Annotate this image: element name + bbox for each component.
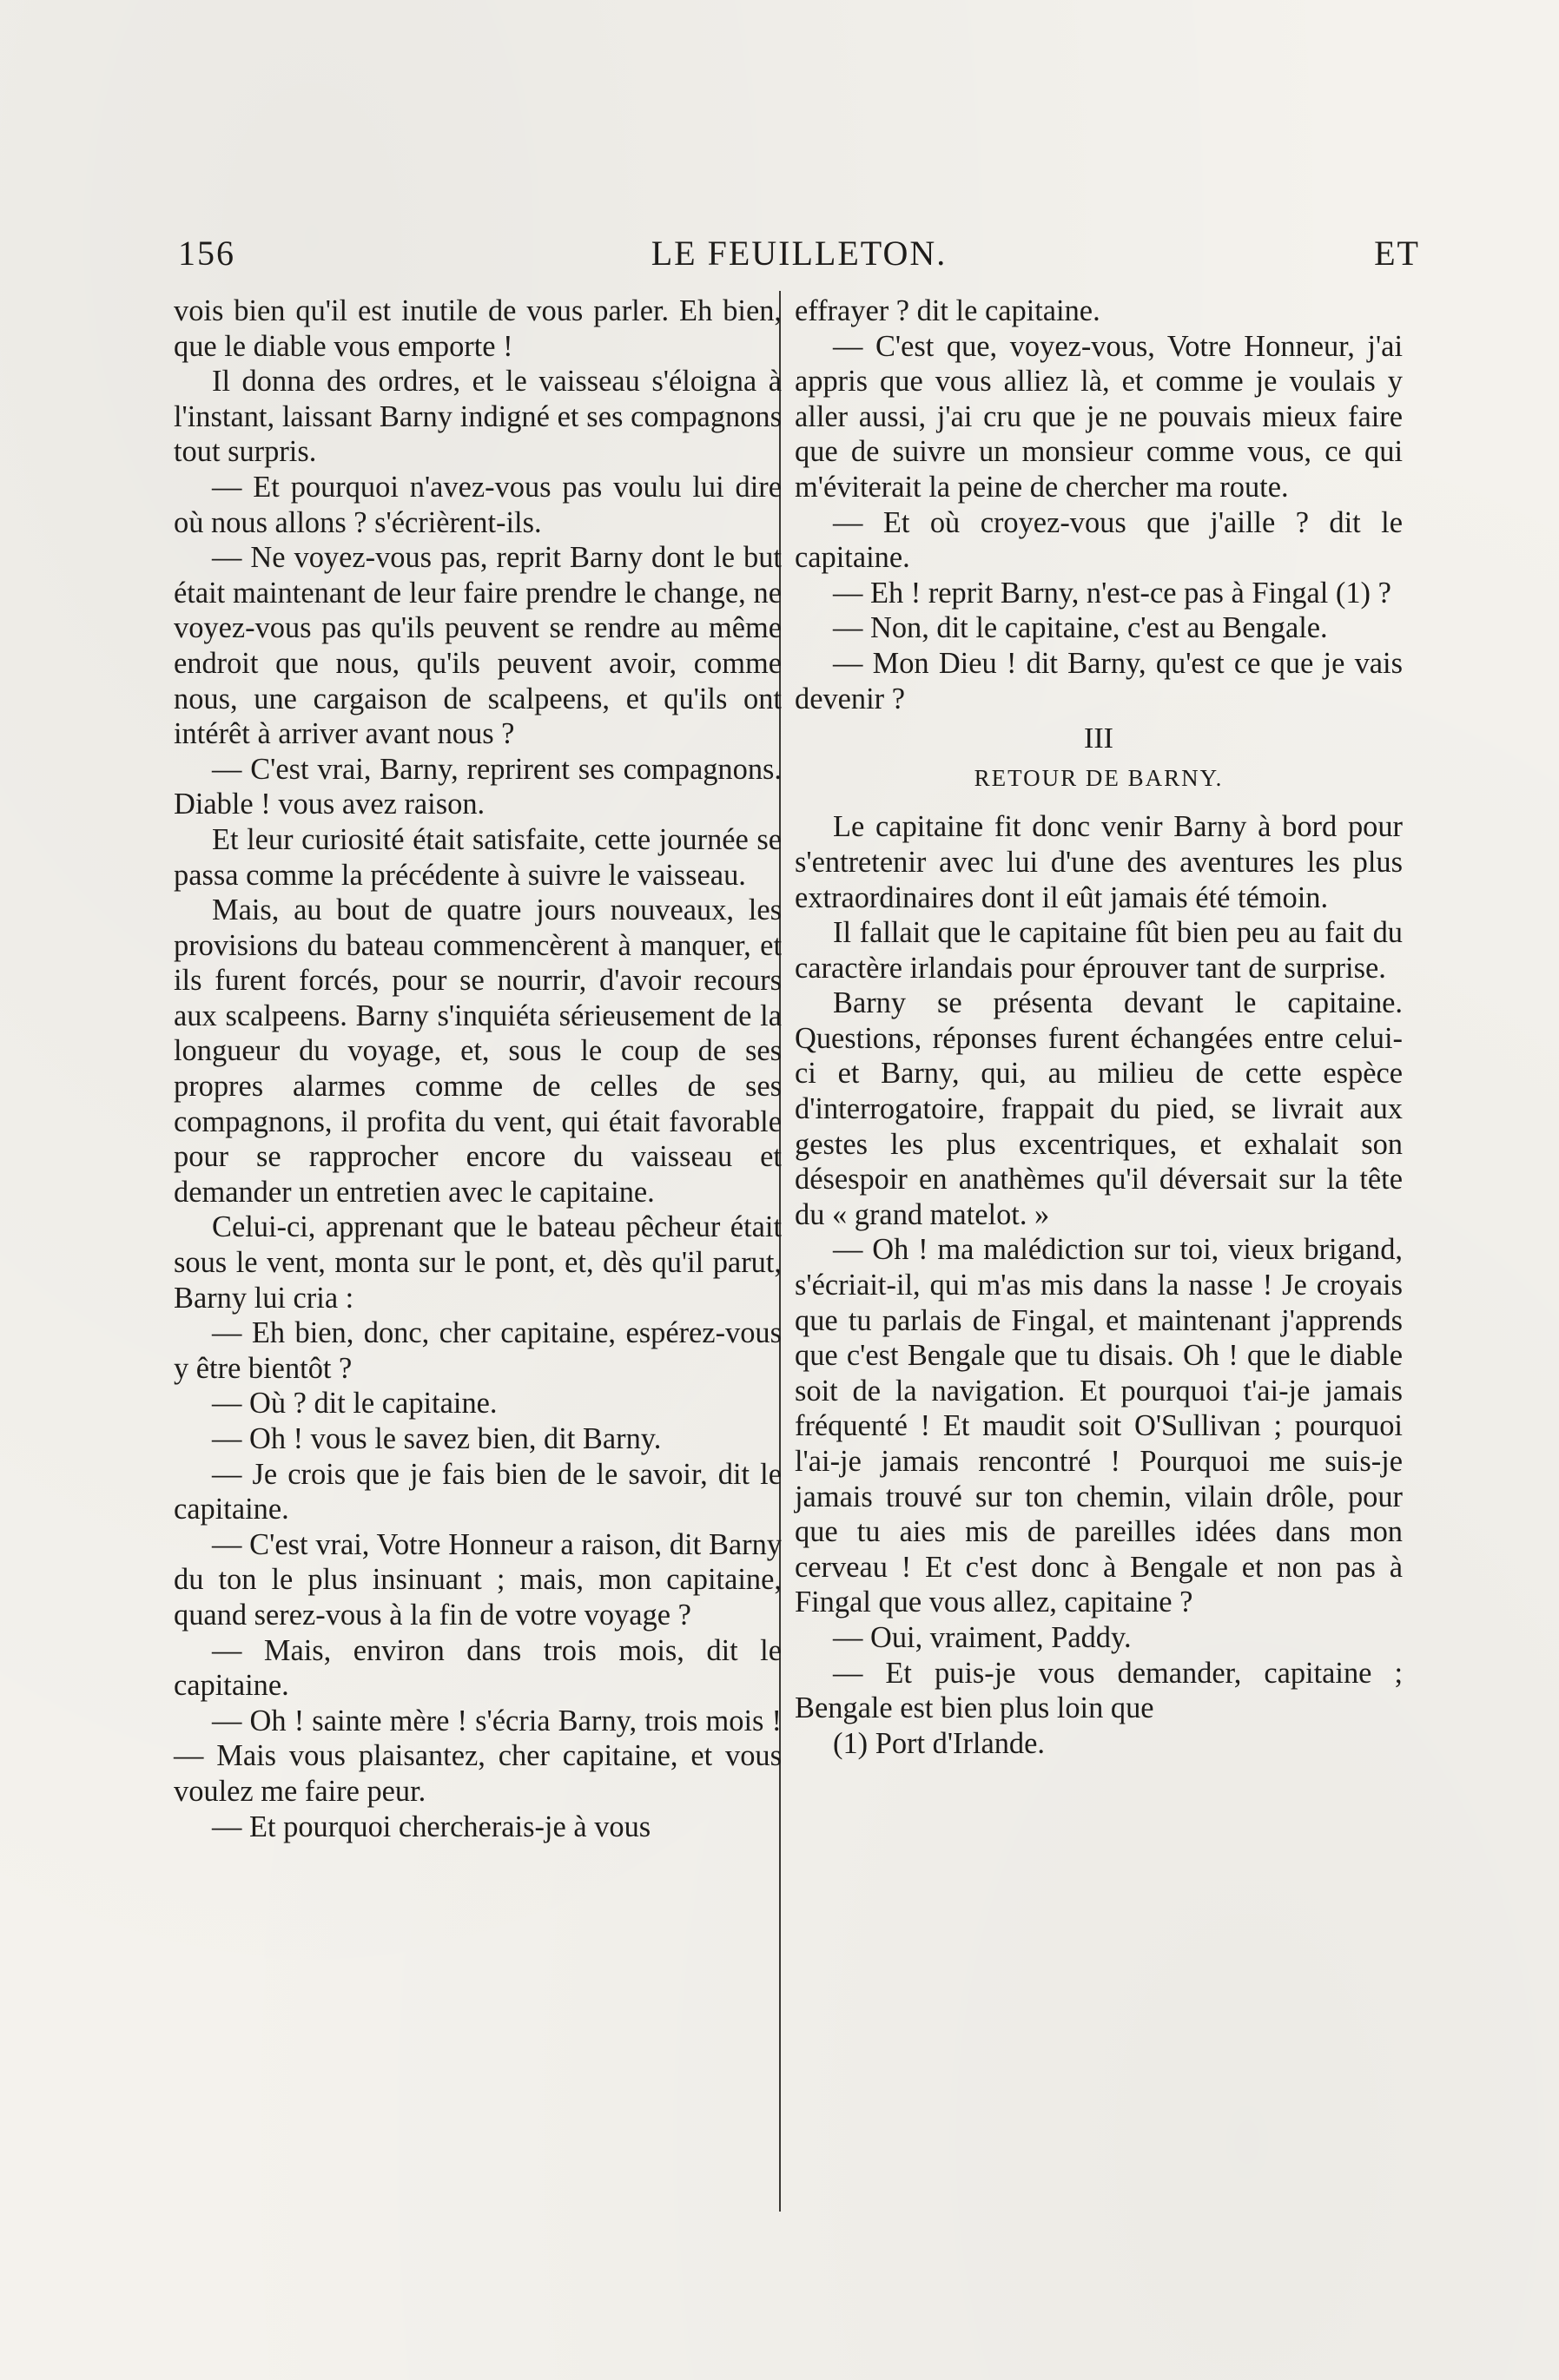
right-column <box>795 293 1403 1761</box>
paragraph: — Mais, environ dans trois mois, dit le capitaine. <box>174 1633 782 1703</box>
paragraph: — Ne voyez-vous pas, reprit Barny dont le but était maintenant de leur faire prendre le change, ne voyez-vous pas qu'ils peuvent se rendre au même endroit que nous, qu'ils peuvent avoir, comme nous, une cargaison de scalpeens, et qu'ils ont intérêt à arriver avant nous ? <box>174 541 782 751</box>
paragraph: — Eh bien, donc, cher capitaine, espérez-vous y être bientôt ? <box>174 1316 782 1385</box>
page-number: 156 <box>178 234 235 273</box>
paragraph: — Et où croyez-vous que j'aille ? dit le capitaine. <box>795 505 1403 575</box>
running-title: LE FEUILLETON. <box>651 234 948 273</box>
paragraph: — Oui, vraiment, Paddy. <box>833 1620 1132 1654</box>
paragraph: Barny se présenta devant le capitaine. Questions, réponses furent échangées entre celui-ci et Barny, qui, au milieu de cette espèce d'interrogatoire, frappait du pied, se livrait aux gestes les plus excentriques, et exhalait son désespoir en anathèmes qu'il déversait sur la tête du « grand matelot. » <box>795 986 1403 1231</box>
paragraph: — Eh ! reprit Barny, n'est-ce pas à Fingal (1) ? <box>833 576 1391 610</box>
section-title: RETOUR DE BARNY. <box>974 764 1224 791</box>
paragraph: Il fallait que le capitaine fût bien peu au fait du caractère irlandais pour éprouver tant de surprise. <box>795 916 1403 985</box>
paragraph: — Et pourquoi n'avez-vous pas voulu lui dire où nous allons ? s'écrièrent-ils. <box>174 470 782 539</box>
paragraph: vois bien qu'il est inutile de vous parler. Eh bien, que le diable vous emporte ! <box>174 294 782 363</box>
paragraph: — Non, dit le capitaine, c'est au Bengale. <box>833 611 1328 645</box>
paragraph: Celui-ci, apprenant que le bateau pêcheur était sous le vent, monta sur le pont, et, dès qu'il parut, Barny lui cria : <box>174 1210 782 1315</box>
footnote: (1) Port d'Irlande. <box>833 1726 1045 1760</box>
paragraph: effrayer ? dit le capitaine. <box>795 294 1100 327</box>
section-number: III <box>1084 722 1113 755</box>
paragraph: — Oh ! vous le savez bien, dit Barny. <box>212 1422 662 1455</box>
paragraph: — C'est vrai, Votre Honneur a raison, dit Barny du ton le plus insinuant ; mais, mon capitaine, quand serez-vous à la fin de votre voyage ? <box>174 1527 782 1632</box>
paragraph: — Je crois que je fais bien de le savoir, dit le capitaine. <box>174 1457 782 1526</box>
paragraph: — C'est que, voyez-vous, Votre Honneur, j'ai appris que vous alliez là, et comme je voulais y aller aussi, j'ai cru que je ne pouvais mieux faire que de suivre un monsieur comme vous, ce qui m'éviterait la peine de chercher ma route. <box>795 329 1403 504</box>
paragraph: — Où ? dit le capitaine. <box>212 1387 498 1421</box>
left-column <box>174 293 782 1844</box>
paragraph: — Oh ! ma malédiction sur toi, vieux brigand, s'écriait-il, qui m'as mis dans la nasse ! Je croyais que tu parlais de Fingal, et maintenant j'apprends que c'est Bengale que tu disais. Oh ! que le diable soit de la navigation. Et pourquoi t'ai-je jamais fréquenté ! Et maudit soit O'Sullivan ; pourquoi l'ai-je jamais rencontré ! Pourquoi me suis-je jamais trouvé sur ton chemin, vilain drôle, pour que tu aies mis de pareilles idées dans mon cerveau ! Et c'est donc à Bengale et non pas à Fingal que vous allez, capitaine ? <box>795 1233 1403 1619</box>
paragraph: Mais, au bout de quatre jours nouveaux, les provisions du bateau commencèrent à manquer, et ils furent forcés, pour se nourrir, d'avoir recours aux scalpeens. Barny s'inquiéta sérieusement de la longueur du voyage, et, sous le coup de ses propres alarmes comme de celles de ses compagnons, il profita du vent, qui était favorable pour se rapprocher encore du vaisseau et demander un entretien avec le capitaine. <box>174 893 782 1209</box>
paragraph: Le capitaine fit donc venir Barny à bord pour s'entretenir avec lui d'une des aventures les plus extraordinaires dont il eût jamais été témoin. <box>795 810 1403 914</box>
paragraph: Il donna des ordres, et le vaisseau s'éloigna à l'instant, laissant Barny indigné et ses compagnons tout surpris. <box>174 365 782 469</box>
corner-mark: ET <box>1374 234 1420 273</box>
page-header <box>178 233 1420 285</box>
paragraph: — Et puis-je vous demander, capitaine ; Bengale est bien plus loin que <box>795 1656 1403 1725</box>
paragraph: — Oh ! sainte mère ! s'écria Barny, trois mois ! — Mais vous plaisantez, cher capitaine, et vous voulez me faire peur. <box>174 1704 782 1808</box>
paragraph: — Mon Dieu ! dit Barny, qu'est ce que je vais devenir ? <box>795 646 1403 715</box>
paragraph: Et leur curiosité était satisfaite, cette journée se passa comme la précédente à suivre le vaisseau. <box>174 822 782 892</box>
paragraph: — C'est vrai, Barny, reprirent ses compagnons. Diable ! vous avez raison. <box>174 752 782 821</box>
paragraph: — Et pourquoi chercherais-je à vous <box>212 1810 651 1843</box>
